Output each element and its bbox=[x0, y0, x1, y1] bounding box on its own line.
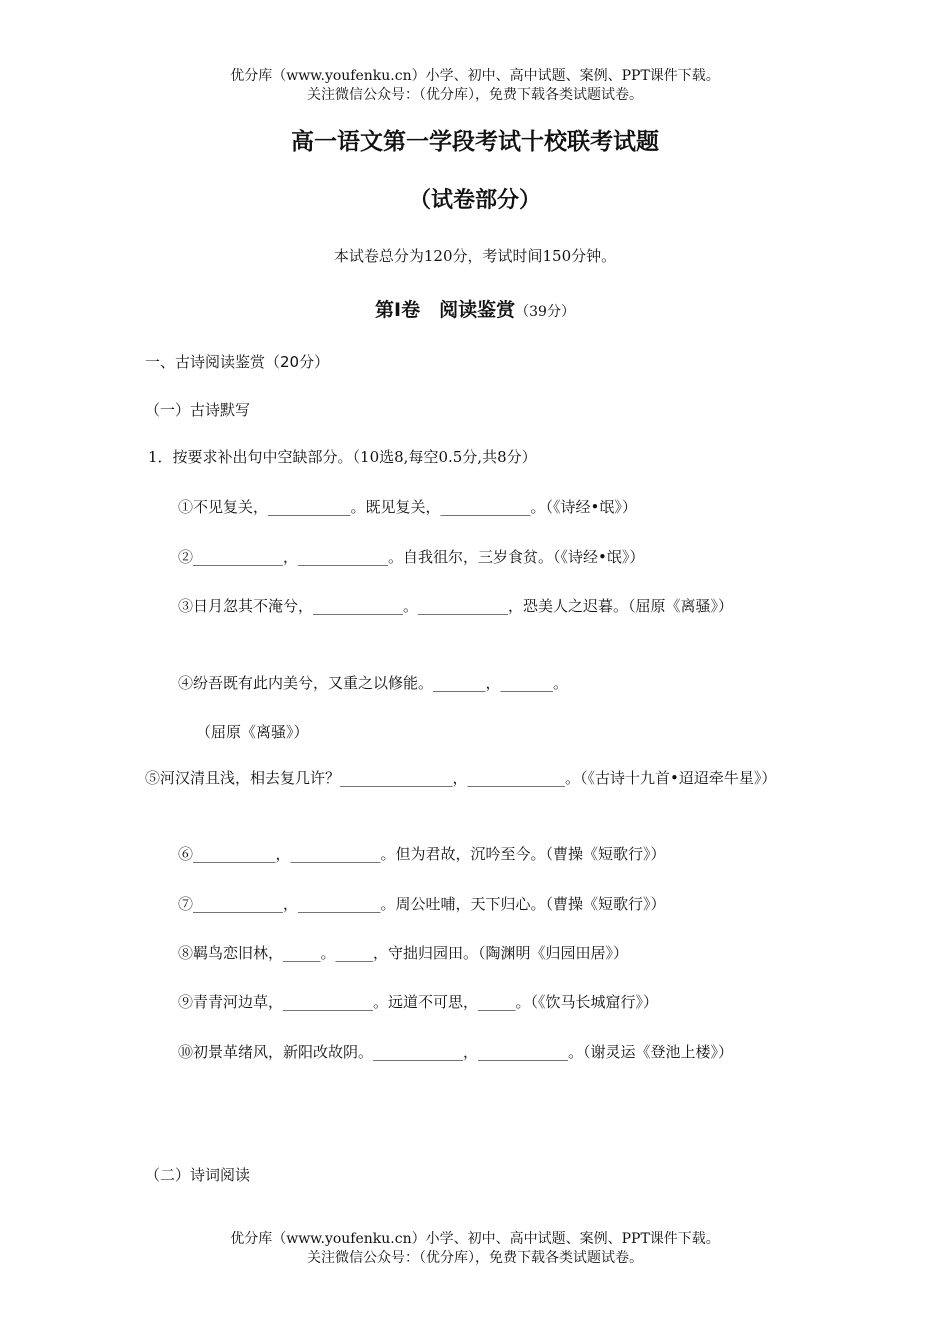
volume-heading bbox=[0, 295, 950, 322]
list-item-text: ⑩初景革绪风，新阳改故阴。____________，____________。（谢灵运《登池上楼》） bbox=[178, 1043, 734, 1061]
page-title: 高一语文第一学段考试十校联考试题 bbox=[291, 129, 659, 155]
footer-line-1: 优分库（www.youfenku.cn）小学、初中、高中试题、案例、PPT课件下载。 bbox=[230, 1231, 720, 1247]
header-line-2: 关注微信公众号：（优分库），免费下载各类试题试卷。 bbox=[307, 87, 643, 103]
footer-line-2: 关注微信公众号：（优分库），免费下载各类试题试卷。 bbox=[307, 1250, 643, 1266]
subsection-heading: （二）诗词阅读 bbox=[145, 1166, 251, 1184]
list-item: ⑥___________，____________。但为君故，沉吟至今。（曹操《短歌行》） bbox=[178, 845, 666, 863]
list-item: ②____________，____________。自我徂尔，三岁食贫。（《诗经•氓》） bbox=[178, 548, 645, 566]
list-item bbox=[145, 1039, 810, 1066]
header-line-1: 优分库（www.youfenku.cn）小学、初中、高中试题、案例、PPT课件下载。 bbox=[230, 68, 720, 84]
page-subtitle: （试卷部分） bbox=[408, 188, 541, 213]
list-item bbox=[145, 593, 810, 620]
volume-label: 第Ⅰ卷 阅读鉴赏 bbox=[375, 299, 516, 321]
question-1: 1．按要求补出句中空缺部分。（10选8,每空0.5分,共8分） bbox=[148, 448, 537, 466]
list-item: ⑨青青河边草，____________。远道不可思，_____。（《饮马长城窟行》） bbox=[178, 993, 659, 1011]
volume-points: （39分） bbox=[515, 304, 575, 320]
list-item: ④纷吾既有此内美兮，又重之以修能。_______，_______。 bbox=[178, 674, 569, 692]
list-item: ⑦____________，___________。周公吐哺，天下归心。（曹操《短歌行》） bbox=[178, 895, 666, 913]
subsection-heading: （一）古诗默写 bbox=[145, 401, 251, 419]
list-item-text: ③日月忽其不淹兮，____________。____________，恐美人之迟暮。（屈原《离骚》） bbox=[178, 597, 734, 615]
exam-note: 本试卷总分为120分，考试时间150分钟。 bbox=[333, 247, 617, 265]
section-heading: 一、古诗阅读鉴赏（20分） bbox=[145, 353, 330, 371]
list-item: ⑤河汉清且浅，相去复几许？_______________，_____________。（《古诗十九首•迢迢牵牛星》） bbox=[145, 769, 777, 787]
list-item: ①不见复关，___________。既见复关，____________。（《诗经•氓》） bbox=[178, 498, 637, 516]
list-item: ⑧羁鸟恋旧林，_____。_____，守拙归园田。（陶渊明《归园田居》） bbox=[178, 944, 629, 962]
list-item-source: （屈原《离骚》） bbox=[196, 723, 309, 741]
